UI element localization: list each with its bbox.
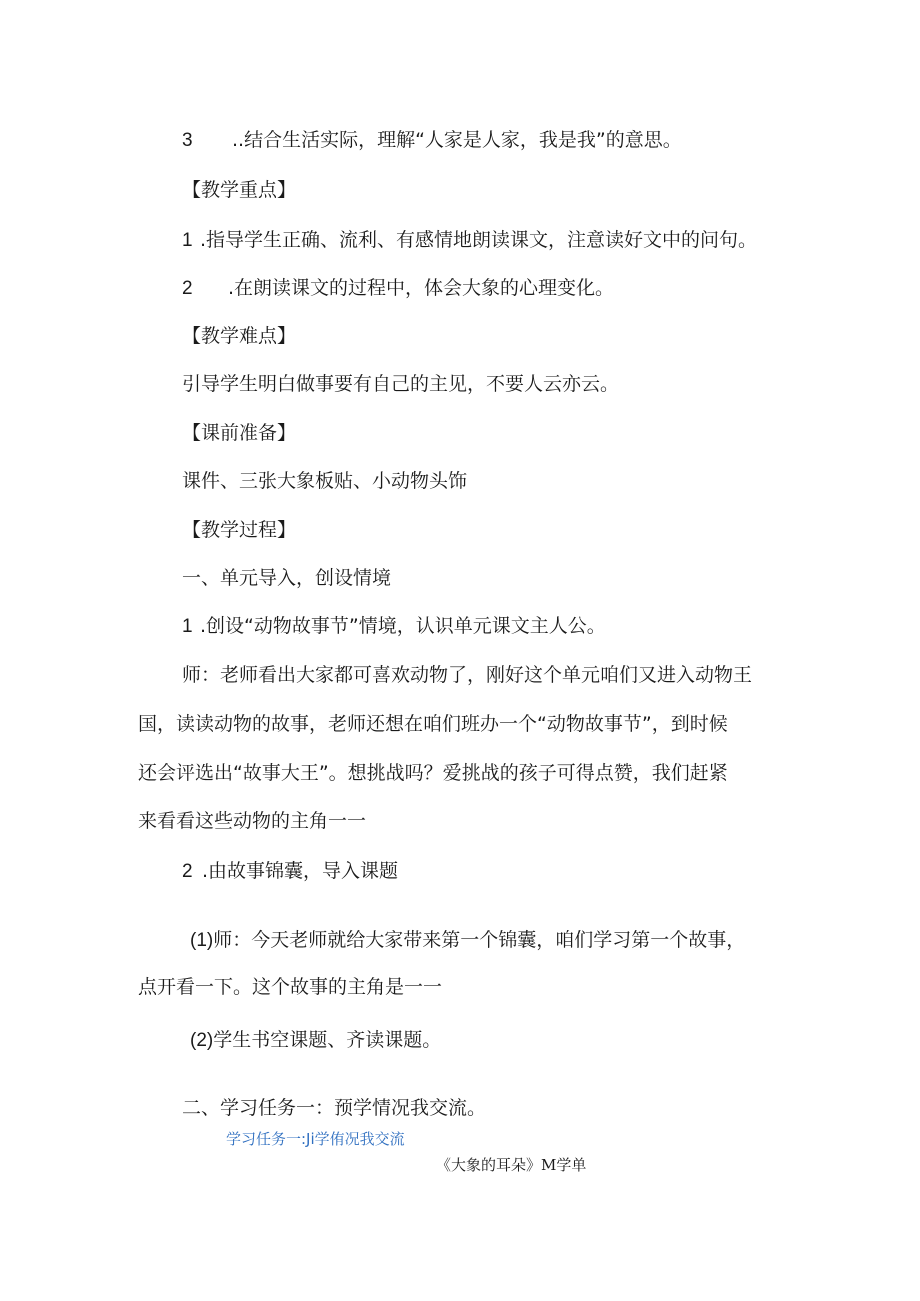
process-heading: 【教学过程】 [182,519,297,541]
key-point-2-number: 2 [182,278,193,299]
sub-item-1-label: (1) [190,930,214,951]
section-1-item-2 [182,858,398,885]
sub-item-2-text: 学生书空课题、齐读课题。 [213,1029,442,1051]
section-1-item-2-text: .由故事锦囊，导入课题 [202,860,399,882]
preparation-heading: 【课前准备】 [182,422,297,444]
key-point-2-text: .在朗读课文的过程中，体会大象的心理变化。 [228,277,615,299]
preparation-text: 课件、三张大象板贴、小动物头饰 [182,470,468,492]
sub-item-1-line-1 [190,927,745,954]
key-point-1 [182,227,757,254]
worksheet-caption: 《大象的耳朵》M学单 [436,1156,587,1174]
objective-3 [182,127,682,154]
objective-3-text: ..结合生活实际，理解“人家是人家，我是我”的意思。 [232,129,682,151]
sub-item-2-label: (2) [190,1030,214,1051]
key-point-1-text: .指导学生正确、流利、有感情地朗读课文，注意读好文中的问句。 [200,229,758,251]
teacher-paragraph-line-3: 还会评选出“故事大王”。想挑战吗？爱挑战的孩子可得点赞，我们赶紧 [138,762,728,784]
sub-item-1-text: 师：今天老师就给大家带来第一个锦囊，咱们学习第一个故事， [213,929,746,951]
section-1-item-1 [182,613,606,640]
sub-item-2 [190,1027,441,1054]
teacher-paragraph-line-4: 来看看这些动物的主角一一 [138,810,367,832]
section-1-title: 一、单元导入，创设情境 [182,567,392,589]
section-1-item-1-number: 1 [182,616,193,637]
task-caption-image-text: 学习任务一:Ji学侑况我交流 [226,1130,405,1148]
section-1-item-1-text: .创设“动物故事节”情境，认识单元课文主人公。 [200,615,606,637]
sub-item-1-line-2: 点开看一下。这个故事的主角是一一 [138,976,443,998]
difficulty-text: 引导学生明白做事要有自己的主见，不要人云亦云。 [182,373,620,395]
teacher-paragraph-line-1: 师：老师看出大家都可喜欢动物了，刚好这个单元咱们又进入动物王 [182,664,753,686]
key-point-1-number: 1 [182,230,193,251]
section-2-title: 二、学习任务一：预学情况我交流。 [182,1097,487,1119]
key-points-heading: 【教学重点】 [182,179,297,201]
objective-3-number: 3 [182,130,193,151]
teacher-paragraph-line-2: 国，读读动物的故事，老师还想在咱们班办一个“动物故事节”，到时候 [138,713,728,735]
difficulty-heading: 【教学难点】 [182,325,297,347]
section-1-item-2-number: 2 [182,861,193,882]
key-point-2 [182,275,614,302]
